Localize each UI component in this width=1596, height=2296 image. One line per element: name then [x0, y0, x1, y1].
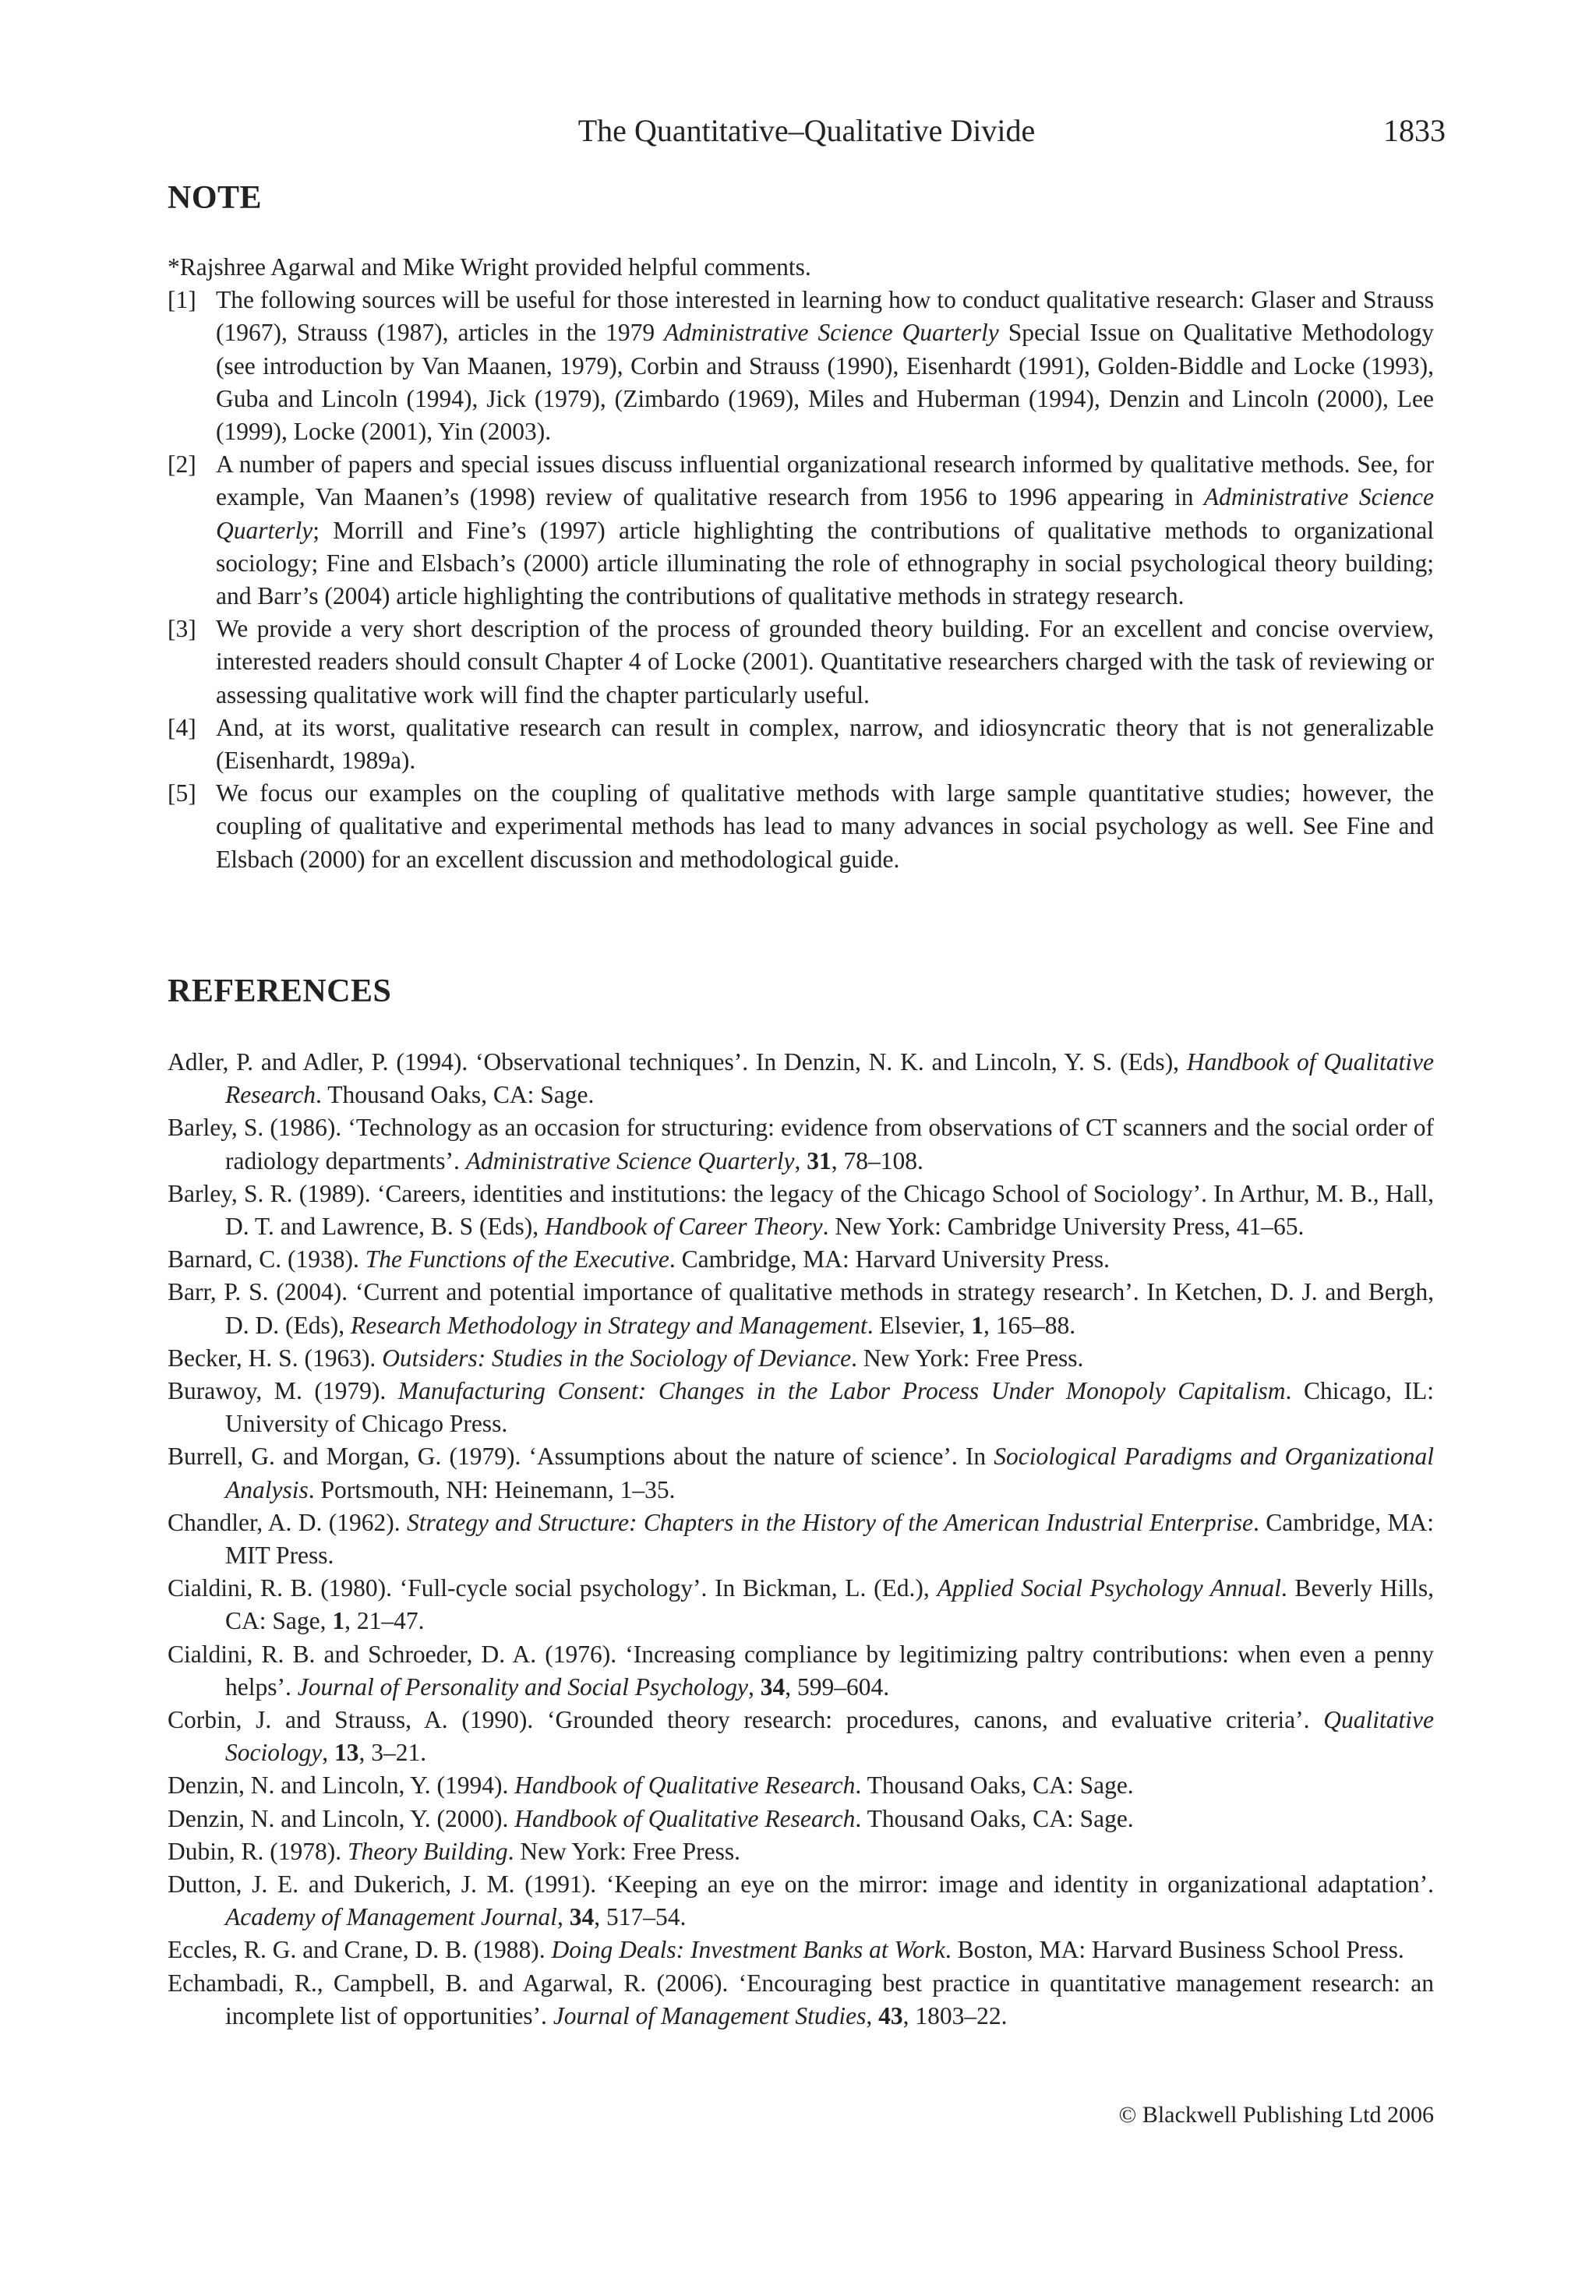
note-item	[168, 712, 1434, 777]
reference-entry	[168, 1440, 1434, 1506]
italic-title: Outsiders: Studies in the Sociology of Deviance	[382, 1344, 852, 1372]
reference-entry	[168, 1342, 1434, 1375]
italic-title: Research Methodology in Strategy and Management	[350, 1311, 867, 1339]
text-run: Barley, S. (1986). ‘Technology as an occasion for structuring: evidence from observations of CT scanners and the social order of radiology departments’.	[168, 1114, 1434, 1174]
italic-title: Handbook of Qualitative Research	[514, 1804, 856, 1832]
text-run: . Thousand Oaks, CA: Sage.	[316, 1081, 595, 1109]
note-heading: NOTE	[168, 180, 263, 216]
italic-title: The Functions of the Executive	[365, 1245, 669, 1273]
reference-entry	[168, 1967, 1434, 2033]
note-item	[168, 613, 1434, 712]
reference-entry	[168, 1178, 1434, 1243]
text-run: . Elsevier,	[867, 1311, 972, 1339]
text-run: Barnard, C. (1938).	[168, 1245, 365, 1273]
text-run: We focus our examples on the coupling of qualitative methods with large sample quantitative studies; however, the coupling of qualitative and experimental methods has lead to many advances in social psychology as well. See Fine and Elsbach (2000) for an excellent discussion and methodological guide.	[216, 779, 1434, 873]
italic-title: Sociological Paradigms and Organizational Analysis	[225, 1443, 1434, 1503]
italic-title: Administrative Science Quarterly	[465, 1146, 795, 1174]
text-run: Becker, H. S. (1963).	[168, 1344, 383, 1372]
text-run: Dubin, R. (1978).	[168, 1837, 348, 1865]
note-list	[168, 284, 1434, 876]
volume-number: 1	[971, 1311, 983, 1339]
text-run: Eccles, R. G. and Crane, D. B. (1988).	[168, 1936, 552, 1964]
text-run: . Thousand Oaks, CA: Sage.	[855, 1804, 1134, 1832]
reference-entry	[168, 1835, 1434, 1868]
text-run: ,	[322, 1739, 334, 1767]
reference-entry	[168, 1111, 1434, 1177]
text-run: , 517–54.	[594, 1903, 687, 1931]
text-run: Cialdini, R. B. (1980). ‘Full-cycle social psychology’. In Bickman, L. (Ed.),	[168, 1574, 937, 1602]
text-run: ,	[794, 1146, 807, 1174]
italic-title: Handbook of Qualitative Research	[514, 1771, 856, 1800]
volume-number: 1	[332, 1607, 345, 1635]
text-run: ,	[748, 1673, 761, 1701]
italic-title: Theory Building	[348, 1837, 508, 1865]
reference-entry	[168, 1243, 1434, 1276]
italic-title: Administrative Science Quarterly	[664, 319, 999, 347]
reference-entry	[168, 1934, 1434, 1966]
notes-section	[168, 251, 1434, 876]
text-run: Burrell, G. and Morgan, G. (1979). ‘Assumptions about the nature of science’. In	[168, 1443, 994, 1471]
note-item	[168, 448, 1434, 613]
text-run: Burawoy, M. (1979).	[168, 1377, 398, 1405]
references-heading: REFERENCES	[168, 973, 392, 1009]
italic-title: Manufacturing Consent: Changes in the Labor Process Under Monopoly Capitalism	[397, 1377, 1286, 1405]
note-marker: [1]	[168, 286, 196, 314]
text-run: Denzin, N. and Lincoln, Y. (2000).	[168, 1804, 515, 1832]
reference-entry	[168, 1803, 1434, 1835]
text-run: Barley, S. R. (1989). ‘Careers, identities and institutions: the legacy of the Chicago School of Sociology’. In Arthur, M. B., Hall, D. T. and Lawrence, B. S (Eds),	[168, 1179, 1434, 1241]
reference-entry	[168, 1507, 1434, 1572]
text-run: . Chicago, IL: University of Chicago Press.	[225, 1377, 1434, 1438]
note-marker: [4]	[168, 713, 196, 741]
text-run: , 78–108.	[831, 1146, 923, 1174]
text-run: . Boston, MA: Harvard Business School Press.	[945, 1936, 1404, 1964]
note-marker: [3]	[168, 615, 196, 643]
text-run: . Portsmouth, NH: Heinemann, 1–35.	[308, 1475, 676, 1503]
text-run: , 165–88.	[983, 1311, 1076, 1339]
italic-title: Applied Social Psychology Annual	[937, 1574, 1281, 1602]
volume-number: 34	[569, 1903, 595, 1931]
reference-entry	[168, 1769, 1434, 1802]
text-run: And, at its worst, qualitative research can result in complex, narrow, and idiosyncratic theory that is not generalizable (Eisenhardt, 1989a).	[216, 713, 1434, 775]
text-run: . New York: Free Press.	[507, 1837, 740, 1865]
running-header	[168, 108, 1446, 154]
text-run: . Beverly Hills, CA: Sage,	[225, 1574, 1434, 1635]
reference-entry	[168, 1704, 1434, 1769]
reference-entry	[168, 1572, 1434, 1637]
text-run: ,	[866, 2001, 879, 2029]
text-run: The following sources will be useful for those interested in learning how to conduct qualitative research: Glaser and Strauss (1967), Strauss (1987), articles in the 1979	[216, 286, 1434, 347]
text-run: Adler, P. and Adler, P. (1994). ‘Observational techniques’. In Denzin, N. K. and Lincoln, Y. S. (Eds),	[168, 1048, 1187, 1076]
italic-title: Journal of Personality and Social Psychology	[297, 1673, 749, 1701]
acknowledgement-note: *Rajshree Agarwal and Mike Wright provided helpful comments.	[168, 253, 811, 281]
text-run: Corbin, J. and Strauss, A. (1990). ‘Grounded theory research: procedures, canons, and evaluative criteria’.	[168, 1706, 1324, 1734]
text-run: Dutton, J. E. and Dukerich, J. M. (1991). ‘Keeping an eye on the mirror: image and identity in organizational adaptation’.	[168, 1870, 1434, 1899]
note-item	[168, 284, 1434, 448]
text-run: . New York: Cambridge University Press, 41–65.	[822, 1213, 1305, 1241]
volume-number: 43	[878, 2001, 903, 2029]
italic-title: Qualitative Sociology	[225, 1706, 1434, 1767]
text-run: , 599–604.	[785, 1673, 890, 1701]
text-run: . Thousand Oaks, CA: Sage.	[855, 1771, 1134, 1800]
text-run: . New York: Free Press.	[851, 1344, 1084, 1372]
text-run: Chandler, A. D. (1962).	[168, 1508, 407, 1536]
reference-entry	[168, 1638, 1434, 1704]
text-run: Echambadi, R., Campbell, B. and Agarwal, R. (2006). ‘Encouraging best practice in quantitative management research: an incomplete list of opportunities’.	[168, 1969, 1434, 2029]
reference-entry	[168, 1046, 1434, 1111]
text-run: . Cambridge, MA: MIT Press.	[225, 1508, 1434, 1570]
italic-title: Academy of Management Journal	[225, 1903, 558, 1931]
note-marker: [5]	[168, 779, 196, 807]
note-item	[168, 777, 1434, 876]
running-title: The Quantitative–Qualitative Divide	[577, 113, 1036, 148]
text-run: , 21–47.	[344, 1607, 425, 1635]
italic-title: Administrative Science Quarterly	[216, 483, 1434, 544]
text-run: ,	[557, 1903, 570, 1931]
text-run: We provide a very short description of the process of grounded theory building. For an excellent and concise overview, interested readers should consult Chapter 4 of Locke (2001). Quantitative researchers charged with the task of reviewing or assessing qualitative work will find the chapter particularly useful.	[216, 615, 1434, 708]
reference-entry	[168, 1375, 1434, 1440]
volume-number: 13	[334, 1739, 359, 1767]
text-run: Denzin, N. and Lincoln, Y. (1994).	[168, 1771, 515, 1800]
italic-title: Strategy and Structure: Chapters in the History of the American Industrial Enterprise	[406, 1508, 1253, 1536]
text-run: , 1803–22.	[902, 2001, 1008, 2029]
volume-number: 31	[807, 1146, 832, 1174]
italic-title: Handbook of Qualitative Research	[225, 1048, 1434, 1109]
italic-title: Doing Deals: Investment Banks at Work	[551, 1936, 945, 1964]
italic-title: Handbook of Career Theory	[544, 1213, 823, 1241]
reference-entry	[168, 1868, 1434, 1934]
text-run: Cialdini, R. B. and Schroeder, D. A. (1976). ‘Increasing compliance by legitimizing paltry contributions: when even a penny helps’.	[168, 1640, 1434, 1701]
page-number: 1833	[1383, 113, 1446, 148]
text-run: , 3–21.	[358, 1739, 427, 1767]
copyright-footer: © Blackwell Publishing Ltd 2006	[1118, 2102, 1434, 2128]
text-run: Special Issue on Qualitative Methodology (see introduction by Van Maanen, 1979), Corbin and Strauss (1990), Eisenhardt (1991), Golden-Biddle and Locke (1993), Guba and Lincoln (1994), Jick (1979), (Zimbardo (1969), Miles and Huberman (1994), Denzin and Lincoln (2000), Lee (1999), Locke (2001), Yin (2003).	[216, 319, 1434, 446]
reference-entry	[168, 1276, 1434, 1341]
italic-title: Journal of Management Studies	[553, 2001, 867, 2029]
volume-number: 34	[760, 1673, 786, 1701]
text-run: Barr, P. S. (2004). ‘Current and potential importance of qualitative methods in strategy research’. In Ketchen, D. J. and Bergh, D. D. (Eds),	[168, 1278, 1434, 1339]
text-run: ; Morrill and Fine’s (1997) article highlighting the contributions of qualitative methods to organizational sociology; Fine and Elsbach’s (2000) article illuminating the role of ethnography in social psychological theory building; and Barr’s (2004) article highlighting the contributions of qualitative methods in strategy research.	[216, 516, 1434, 610]
note-marker: [2]	[168, 450, 196, 479]
reference-list	[168, 1046, 1434, 2033]
text-run: A number of papers and special issues discuss influential organizational research informed by qualitative methods. See, for example, Van Maanen’s (1998) review of qualitative research from 1956 to 1996 appearing in	[216, 450, 1434, 511]
text-run: . Cambridge, MA: Harvard University Press.	[669, 1245, 1110, 1273]
